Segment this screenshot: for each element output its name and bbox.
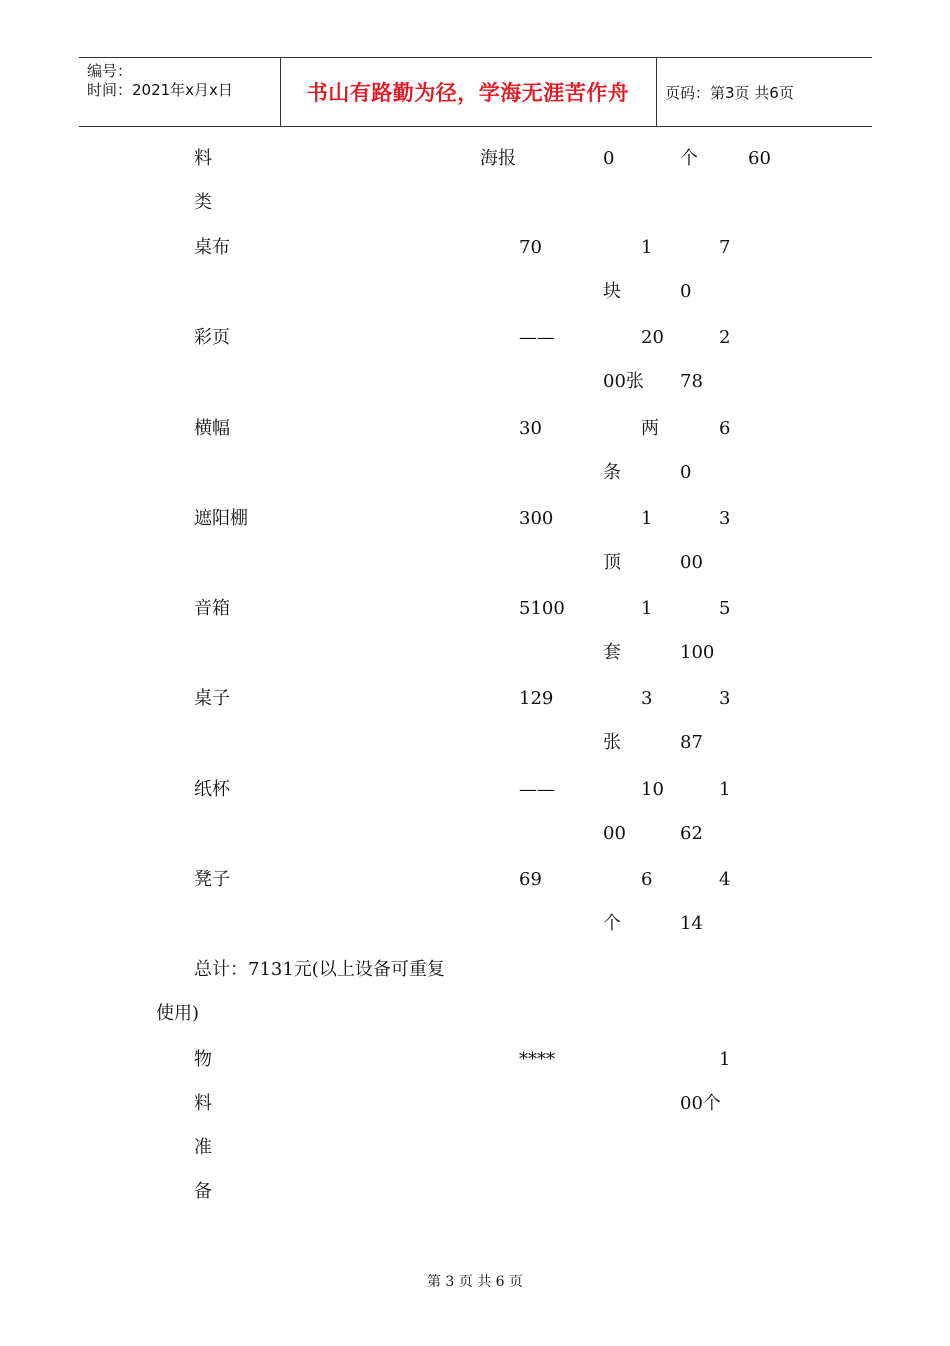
item-total: 87 (680, 732, 703, 753)
item-quantity: 6 (641, 869, 653, 890)
materials-label: 物 (194, 1049, 212, 1070)
item-price: 5100 (519, 598, 565, 619)
item-quantity: 00 (603, 823, 626, 844)
item-name-secondary: 海报 (480, 148, 516, 169)
materials-quantity: 1 (719, 1049, 731, 1070)
materials-label: 料 (194, 1093, 212, 1114)
materials-label: 备 (194, 1181, 212, 1202)
item-quantity: 10 (641, 779, 664, 800)
page-header (79, 57, 872, 127)
item-total: 100 (680, 642, 715, 663)
item-price: 69 (519, 869, 542, 890)
header-page-number: 页码：第3页 共6页 (665, 83, 794, 102)
item-quantity: 0 (603, 148, 615, 169)
item-quantity: 3 (641, 688, 653, 709)
item-total: 4 (719, 869, 731, 890)
item-quantity: 1 (641, 508, 653, 529)
item-total: 00 (680, 552, 703, 573)
item-name: 横幅 (194, 418, 230, 439)
item-quantity: 1 (641, 598, 653, 619)
item-total: 78 (680, 371, 703, 392)
item-name: 桌布 (194, 237, 230, 258)
materials-quantity: 00个 (680, 1093, 721, 1114)
total-line: 总计：7131元(以上设备可重复 (194, 959, 445, 980)
document-date: 时间：2021年x月x日 (87, 81, 233, 99)
total-line-continued: 使用) (156, 1003, 200, 1024)
materials-value: **** (519, 1049, 555, 1070)
item-quantity: 条 (603, 462, 621, 483)
item-quantity: 20 (641, 327, 664, 348)
item-total: 7 (719, 237, 731, 258)
header-meta (87, 62, 233, 100)
item-name: 遮阳棚 (194, 508, 248, 529)
item-price: —— (519, 327, 555, 348)
item-name: 凳子 (194, 869, 230, 890)
item-quantity: 顶 (603, 552, 621, 573)
header-motto: 书山有路勤为径，学海无涯苦作舟 (306, 81, 630, 105)
item-price: 129 (519, 688, 554, 709)
item-quantity: 个 (603, 913, 621, 934)
item-quantity: 1 (641, 237, 653, 258)
item-total: 6 (719, 418, 731, 439)
item-price: 70 (519, 237, 542, 258)
item-total: 0 (680, 462, 692, 483)
item-name: 纸杯 (194, 779, 230, 800)
item-total: 60 (748, 148, 771, 169)
document-number-label: 编号： (87, 62, 133, 80)
materials-label: 准 (194, 1137, 212, 1158)
item-quantity: 套 (603, 642, 621, 663)
page-footer: 第 3 页 共 6 页 (426, 1274, 524, 1290)
item-name: 料 (194, 148, 212, 169)
item-total: 14 (680, 913, 703, 934)
item-price: 30 (519, 418, 542, 439)
header-divider (656, 58, 657, 126)
item-name: 类 (194, 192, 212, 213)
item-total: 2 (719, 327, 731, 348)
item-total: 1 (719, 779, 731, 800)
item-quantity: 张 (603, 732, 621, 753)
item-quantity: 两 (641, 418, 659, 439)
item-price: —— (519, 779, 555, 800)
item-quantity: 00张 (603, 371, 644, 392)
item-total: 5 (719, 598, 731, 619)
item-quantity: 块 (603, 281, 621, 302)
item-unit: 个 (680, 148, 698, 169)
item-total: 3 (719, 688, 731, 709)
item-total: 0 (680, 281, 692, 302)
item-name: 彩页 (194, 327, 230, 348)
item-total: 3 (719, 508, 731, 529)
item-price: 300 (519, 508, 554, 529)
item-total: 62 (680, 823, 703, 844)
item-name: 桌子 (194, 688, 230, 709)
item-name: 音箱 (194, 598, 230, 619)
